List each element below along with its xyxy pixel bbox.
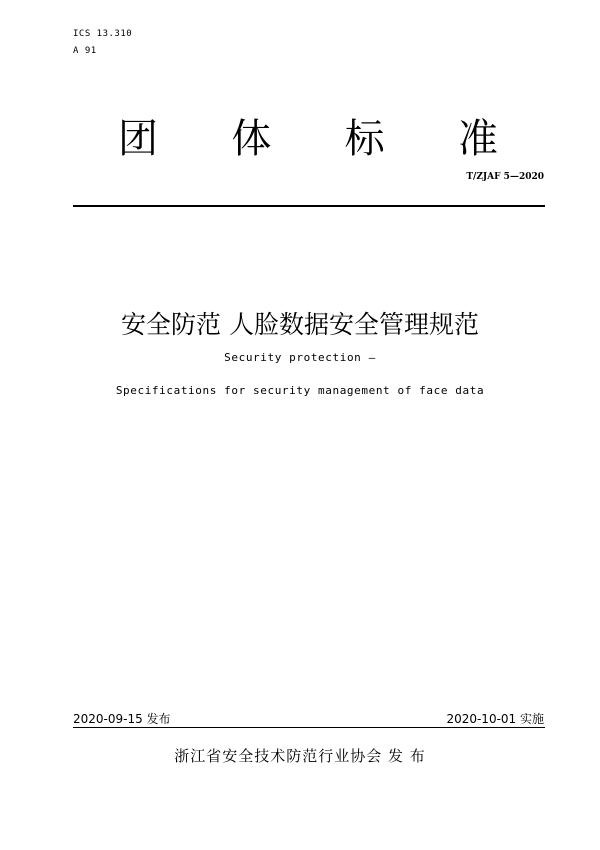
standard-number: T/ZJAF 5—2020 xyxy=(466,172,544,182)
title-char-3: 标 xyxy=(344,116,385,162)
title-char-2: 体 xyxy=(231,116,272,162)
document-title-en-line1: Security protection — xyxy=(224,351,376,364)
publisher: 浙江省安全技术防范行业协会 发 布 xyxy=(174,747,426,765)
standard-type-title xyxy=(118,113,498,165)
footer-divider xyxy=(73,727,545,728)
title-char-4: 准 xyxy=(457,116,498,162)
ccs-code: A 91 xyxy=(73,46,97,56)
title-char-1: 团 xyxy=(118,116,158,162)
ics-code: ICS 13.310 xyxy=(73,29,133,39)
document-title-en-line2: Specifications for security management of face data xyxy=(115,384,485,397)
implementation-date: 2020-10-01 实施 xyxy=(446,712,544,726)
issue-date: 2020-09-15 发布 xyxy=(73,712,171,726)
header-divider xyxy=(73,205,545,207)
document-title-zh: 安全防范 人脸数据安全管理规范 xyxy=(121,310,479,339)
